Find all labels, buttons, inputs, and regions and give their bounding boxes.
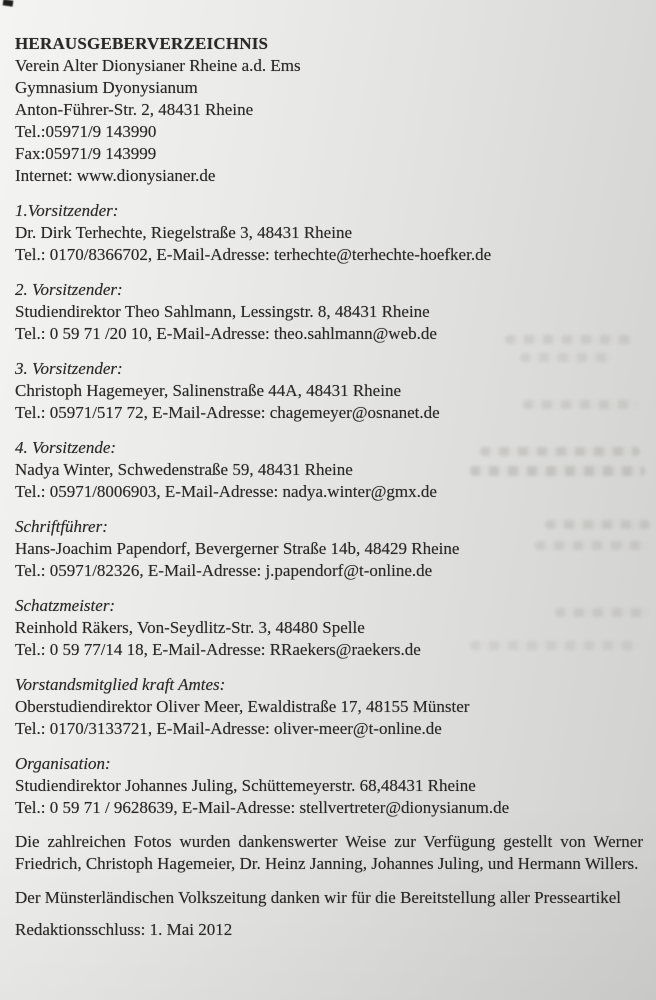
- publisher-info: [15, 55, 643, 187]
- entry-contact: Tel.: 05971/517 72, E-Mail-Adresse: chagemeyer@osnanet.de: [15, 403, 440, 422]
- entry-person: Dr. Dirk Terhechte, Riegelstraße 3, 48431 Rheine: [15, 223, 352, 242]
- page-title: HERAUSGEBERVERZEICHNIS: [15, 34, 269, 53]
- bleedthrough-artifact: [470, 466, 645, 476]
- entry-schatzmeister: [15, 595, 643, 661]
- scan-corner-artifact: [3, 0, 14, 7]
- publisher-line: Fax:05971/9 143999: [15, 144, 157, 163]
- entry-person: Christoph Hagemeyer, Salinenstraße 44A, 48431 Rheine: [15, 381, 401, 400]
- entry-role: Schatzmeister:: [15, 596, 116, 615]
- entry-role: Schriftführer:: [15, 517, 108, 536]
- bleedthrough-artifact: [470, 641, 640, 650]
- entry-contact: Tel.: 05971/8006903, E-Mail-Adresse: nadya.winter@gmx.de: [15, 482, 437, 501]
- publisher-line: Internet: www.dionysianer.de: [15, 166, 216, 185]
- entry-role: Vorstandsmitglied kraft Amtes:: [15, 675, 226, 694]
- bleedthrough-artifact: [480, 447, 640, 456]
- entry-role: Organisation:: [15, 754, 111, 773]
- entry-contact: Tel.: 05971/82326, E-Mail-Adresse: j.papendorf@t-online.de: [15, 561, 433, 580]
- press-thanks-paragraph: Der Münsterländischen Volkszeitung danken wir für die Bereitstellung aller Presseartikel: [15, 888, 622, 907]
- bleedthrough-artifact: [523, 400, 638, 409]
- entry-person: Oberstudiendirektor Oliver Meer, Ewaldistraße 17, 48155 Münster: [15, 697, 470, 716]
- entry-3-vorsitzender: [15, 358, 643, 424]
- publisher-line: Anton-Führer-Str. 2, 48431 Rheine: [15, 100, 254, 119]
- entry-person: Studiendirektor Johannes Juling, Schüttemeyerstr. 68,48431 Rheine: [15, 776, 476, 795]
- editorial-deadline: Redaktionsschluss: 1. Mai 2012: [15, 920, 233, 939]
- entry-contact: Tel.: 0 59 71 /20 10, E-Mail-Adresse: theo.sahlmann@web.de: [15, 324, 437, 343]
- bleedthrough-artifact: [555, 608, 650, 617]
- entry-role: 2. Vorsitzender:: [15, 280, 123, 299]
- entry-role: 1.Vorsitzender:: [15, 201, 119, 220]
- entry-role: 4. Vorsitzende:: [15, 438, 117, 457]
- publisher-line: Verein Alter Dionysianer Rheine a.d. Ems: [15, 56, 301, 75]
- bleedthrough-artifact: [505, 335, 635, 344]
- entry-person: Reinhold Räkers, Von-Seydlitz-Str. 3, 48480 Spelle: [15, 618, 365, 637]
- entry-role: 3. Vorsitzender:: [15, 359, 123, 378]
- entry-contact: Tel.: 0 59 77/14 18, E-Mail-Adresse: RRaekers@raekers.de: [15, 640, 421, 659]
- entry-vorstandsmitglied: [15, 674, 643, 740]
- entry-person: Studiendirektor Theo Sahlmann, Lessingstr. 8, 48431 Rheine: [15, 302, 430, 321]
- photo-credits-paragraph: Die zahlreichen Fotos wurden dankenswerter Weise zur Verfügung gestellt von Werner Friedrich, Christoph Hagemeier, Dr. Heinz Janning, Johannes Juling, und Hermann Willers.: [15, 832, 643, 873]
- entry-person: Nadya Winter, Schwedenstraße 59, 48431 Rheine: [15, 460, 353, 479]
- bleedthrough-artifact: [535, 541, 647, 550]
- entry-contact: Tel.: 0170/8366702, E-Mail-Adresse: terhechte@terhechte-hoefker.de: [15, 245, 492, 264]
- bleedthrough-artifact: [545, 520, 650, 529]
- publisher-line: Tel.:05971/9 143990: [15, 122, 157, 141]
- entry-contact: Tel.: 0 59 71 / 9628639, E-Mail-Adresse: stellvertreter@dionysianum.de: [15, 798, 510, 817]
- entry-organisation: [15, 753, 643, 819]
- publisher-line: Gymnasium Dyonysianum: [15, 78, 198, 97]
- bleedthrough-artifact: [520, 353, 612, 362]
- entry-person: Hans-Joachim Papendorf, Bevergerner Straße 14b, 48429 Rheine: [15, 539, 460, 558]
- entry-contact: Tel.: 0170/3133721, E-Mail-Adresse: oliver-meer@t-online.de: [15, 719, 442, 738]
- entry-1-vorsitzender: [15, 200, 643, 266]
